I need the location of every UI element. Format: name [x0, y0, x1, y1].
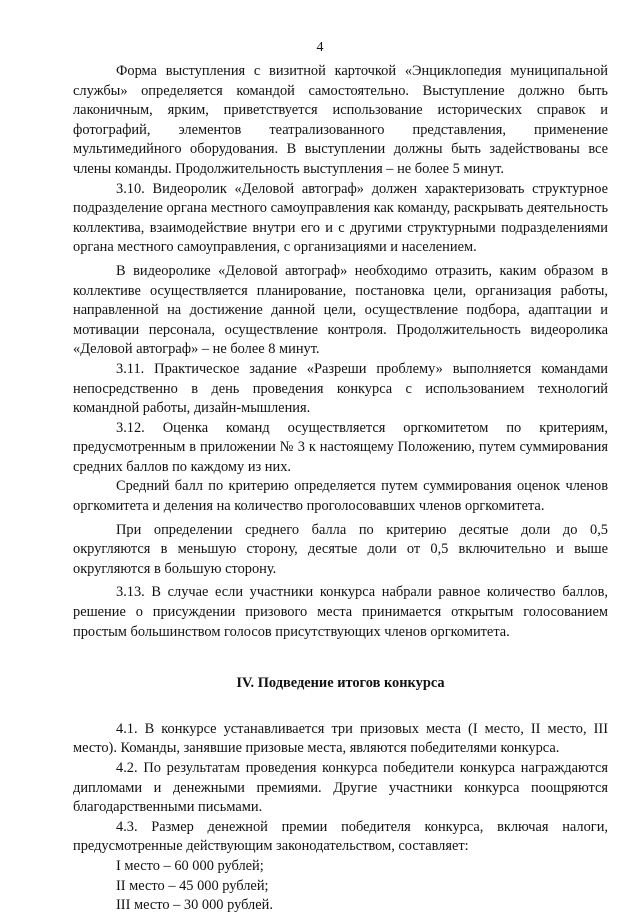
paragraph-4-1: 4.1. В конкурсе устанавливается три призовых места (I место, II место, III место). Команды, занявшие призовые места, являются победителями конкурса. — [73, 720, 608, 757]
paragraph-rounding: При определении среднего балла по критерию десятые доли до 0,5 округляются в меньшую сторону, десятые доли от 0,5 включительно и выше округляются в большую сторону. — [73, 521, 608, 577]
paragraph-3-10: 3.10. Видеоролик «Деловой автограф» должен характеризовать структурное подразделение органа местного самоуправления как команду, раскрывать деятельность коллектива, взаимодействие внутри его и с другими структурными подразделениями органа местного самоуправления, с организациями и населением. — [73, 180, 609, 256]
paragraph-video-content: В видеоролике «Деловой автограф» необходимо отразить, каким образом в коллективе осуществляется планирование, постановка цели, организация работы, направленной на достижение данной цели, осуществление подбора, адаптации и мотивации персонала, осуществление контроля. Продолжительность видеоролика «Деловой автограф» – не более 8 минут. — [73, 262, 608, 358]
prize-third-place: III место – 30 000 рублей. — [116, 897, 273, 914]
paragraph-presentation-format: Форма выступления с визитной карточкой «Энциклопедия муниципальной службы» определяется командой самостоятельно. Выступление должно быть лаконичным, ярким, приветствуется использование исторических справок и фотографий, элементов театрализованного представления, применение мультимедийного оборудования. В выступлении должны быть задействованы все члены команды. Продолжительность выступления – не более 5 минут. — [73, 63, 608, 177]
paragraph-4-2: 4.2. По результатам проведения конкурса победители конкурса награждаются дипломами и денежными премиями. Другие участники конкурса поощряются благодарственными письмами. — [73, 760, 608, 816]
document-body — [73, 62, 608, 916]
paragraph-average-score: Средний балл по критерию определяется путем суммирования оценок членов оргкомитета и деления на количество проголосовавших членов оргкомитета. — [73, 478, 608, 515]
page-number: 4 — [316, 40, 324, 55]
paragraph-3-11: 3.11. Практическое задание «Разреши проблему» выполняется командами непосредственно в день проведения конкурса с использованием технологий командной работы, дизайн-мышления. — [73, 360, 608, 417]
prize-second-place: II место – 45 000 рублей; — [116, 877, 269, 894]
paragraph-3-12: 3.12. Оценка команд осуществляется оргкомитетом по критериям, предусмотренным в приложении № 3 к настоящему Положению, путем суммирования средних баллов по каждому из них. — [73, 419, 608, 475]
paragraph-3-13: 3.13. В случае если участники конкурса набрали равное количество баллов, решение о присуждении призового места принимается открытым голосованием простым большинством голосов присутствующих членов оргкомитета. — [73, 584, 608, 640]
prize-first-place: I место – 60 000 рублей; — [116, 857, 264, 874]
section-heading: IV. Подведение итогов конкурса — [236, 675, 445, 692]
paragraph-4-3: 4.3. Размер денежной премии победителя конкурса, включая налоги, предусмотренные действующим законодательством, составляет: — [73, 818, 608, 855]
